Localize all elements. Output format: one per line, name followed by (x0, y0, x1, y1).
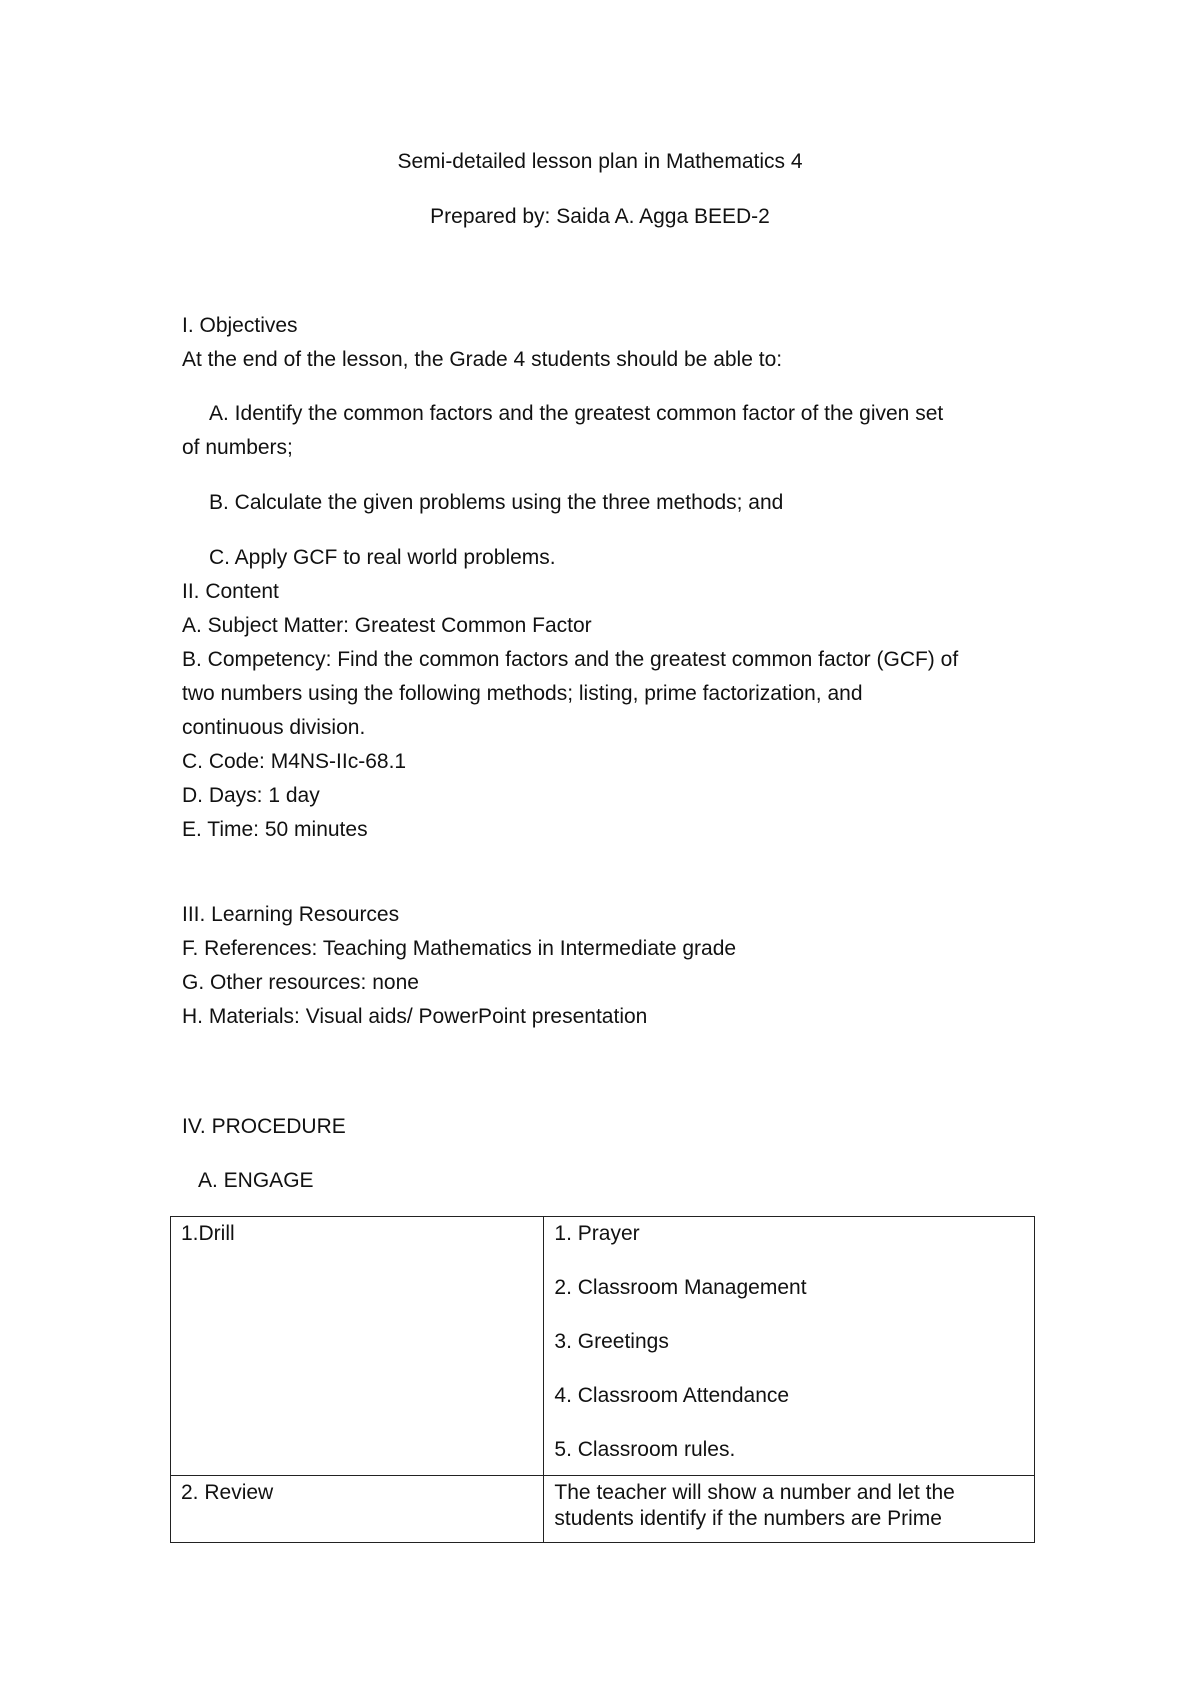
references: F. References: Teaching Mathematics in Intermediate grade (182, 937, 737, 960)
objective-b: B. Calculate the given problems using the three methods; and (209, 491, 784, 514)
review-text-cell (544, 1476, 1035, 1543)
other-resources: G. Other resources: none (182, 971, 419, 994)
content-heading: II. Content (182, 580, 279, 603)
table-row (171, 1217, 1035, 1476)
review-label: 2. Review (181, 1481, 274, 1504)
code: C. Code: M4NS-IIc-68.1 (182, 750, 407, 773)
review-line1: The teacher will show a number and let the (554, 1481, 955, 1504)
materials: H. Materials: Visual aids/ PowerPoint presentation (182, 1005, 648, 1028)
prepared-by: Prepared by: Saida A. Agga BEED-2 (430, 205, 770, 228)
procedure-heading: IV. PROCEDURE (182, 1115, 346, 1138)
time: E. Time: 50 minutes (182, 818, 368, 841)
objectives-intro: At the end of the lesson, the Grade 4 students should be able to: (182, 348, 783, 371)
list-item: 5. Classroom rules. (554, 1438, 736, 1461)
objective-a-line2: of numbers; (182, 436, 293, 459)
resources-heading: III. Learning Resources (182, 903, 400, 926)
review-line2: students identify if the numbers are Prime (554, 1507, 942, 1530)
competency-line2: two numbers using the following methods; listing, prime factorization, and (182, 682, 863, 705)
list-item: 2. Classroom Management (554, 1276, 807, 1299)
list-item: 4. Classroom Attendance (554, 1384, 790, 1407)
drill-label: 1.Drill (181, 1222, 235, 1245)
competency-line1: B. Competency: Find the common factors and the greatest common factor (GCF) of (182, 648, 959, 671)
objective-c: C. Apply GCF to real world problems. (209, 546, 556, 569)
drill-label-cell (171, 1217, 544, 1476)
engage-heading: A. ENGAGE (198, 1169, 314, 1192)
review-label-cell (171, 1476, 544, 1543)
list-item: 1. Prayer (554, 1222, 640, 1245)
objective-a-line1: A. Identify the common factors and the greatest common factor of the given set (209, 402, 944, 425)
days: D. Days: 1 day (182, 784, 320, 807)
objectives-heading: I. Objectives (182, 314, 298, 337)
drill-items-cell (544, 1217, 1035, 1476)
competency-line3: continuous division. (182, 716, 366, 739)
document-title: Semi-detailed lesson plan in Mathematics 4 (397, 150, 803, 173)
list-item: 3. Greetings (554, 1330, 669, 1353)
table-row (171, 1476, 1035, 1543)
engage-table (170, 1216, 1035, 1543)
subject-matter: A. Subject Matter: Greatest Common Factor (182, 614, 592, 637)
